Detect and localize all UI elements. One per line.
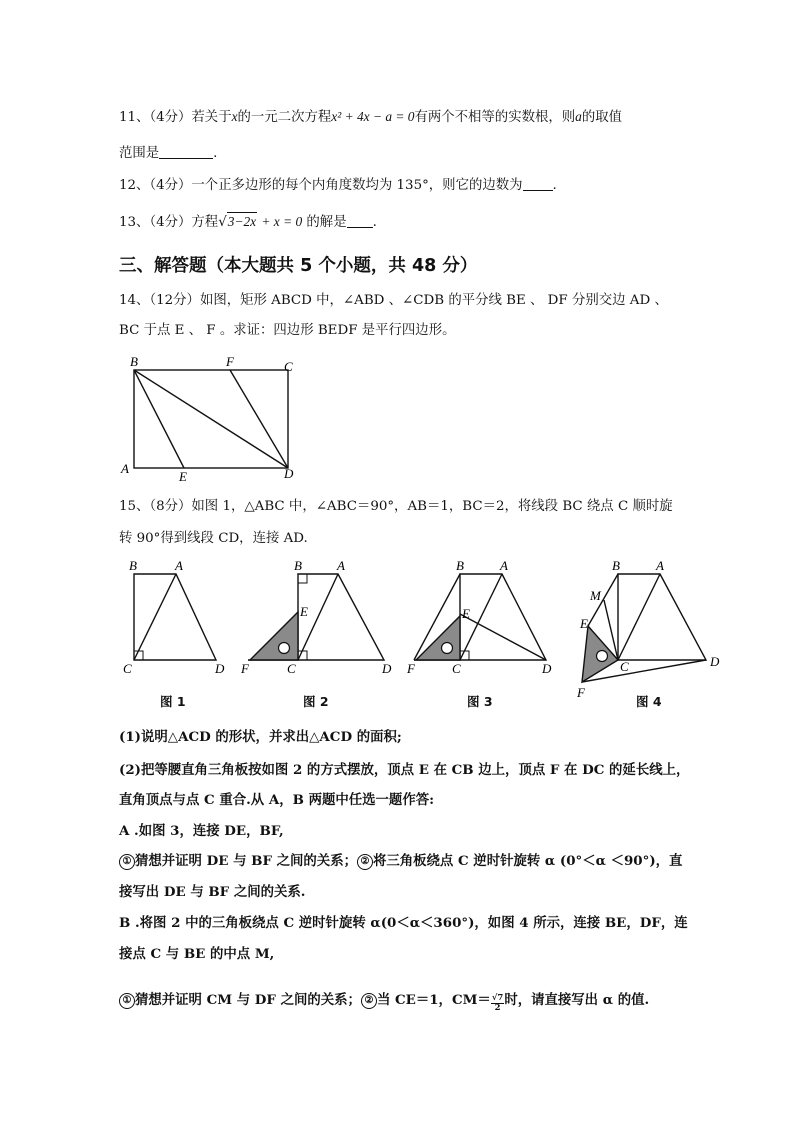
q13-answer-blank[interactable]	[347, 214, 373, 228]
circled-2-icon: ②	[361, 993, 377, 1009]
q15-partB-line3c-text: 时，请直接写出 α 的值.	[504, 992, 650, 1008]
q15-part2-line2: 直角顶点与点 C 重合.从 A，B 两题中任选一题作答:	[119, 792, 435, 808]
f2-label-B: B	[294, 558, 302, 573]
circled-1-icon: ①	[119, 854, 135, 870]
fig1-caption: 图 1	[160, 694, 186, 709]
q15-line2: 转 90°得到线段 CD，连接 AD.	[119, 531, 308, 546]
label-F: F	[226, 354, 234, 369]
f3-label-C: C	[452, 661, 461, 676]
f2-label-C: C	[287, 661, 296, 676]
q15-partB-line3b-text: 当 CE＝1，CM＝	[376, 992, 491, 1008]
label-B: B	[130, 354, 138, 369]
diagonal-bd	[134, 370, 288, 468]
f2-label-A: A	[337, 558, 345, 573]
fig2-caption: 图 2	[303, 694, 329, 709]
q11-var-a: a	[575, 109, 582, 124]
q11-line2-text: 范围是	[119, 146, 160, 161]
f4-label-D: D	[710, 654, 720, 669]
q11-var-x: x	[231, 109, 238, 124]
q15-figure-3	[404, 560, 564, 675]
q15-partA-line2	[119, 852, 682, 870]
f2-label-F: F	[241, 661, 249, 676]
q11-line2	[119, 145, 217, 163]
circled-1-icon: ①	[119, 993, 135, 1009]
q15-figure-1	[118, 560, 233, 675]
q15-part1: (1)说明△ACD 的形状，并求出△ACD 的面积;	[119, 729, 402, 745]
f1-label-A: A	[175, 558, 183, 573]
f3-label-D: D	[542, 661, 552, 676]
q12-line	[119, 177, 557, 195]
label-E: E	[179, 469, 187, 484]
q13-radicand: 3−2x	[227, 214, 257, 229]
f2-label-E: E	[300, 604, 308, 619]
q11-mid1: 的一元二次方程	[237, 110, 332, 125]
q15-partB-line2: 接点 C 与 BE 的中点 M,	[119, 946, 275, 962]
q13-rest: + x = 0	[261, 214, 303, 229]
q14-figure	[118, 356, 308, 486]
q15-partB-line3a-text: 猜想并证明 CM 与 DF 之间的关系；	[135, 992, 361, 1008]
q11-answer-blank[interactable]	[159, 145, 213, 159]
q12-answer-blank[interactable]	[523, 177, 553, 191]
f1-label-C: C	[123, 661, 132, 676]
q11-suffix: 的取值	[581, 110, 623, 125]
f3-label-A: A	[500, 558, 508, 573]
q11-prefix: 11、（4分）若关于	[119, 110, 232, 125]
q15-partA-line3: 接写出 DE 与 BF 之间的关系.	[119, 884, 306, 900]
q15-partA-line1: A .如图 3，连接 DE，BF,	[119, 823, 284, 839]
q13-line: 13、（4分）方程√3−2x + x = 0 的解是 .	[119, 214, 377, 230]
q11-mid2: 有两个不相等的实数根，则	[414, 110, 576, 125]
q15-partB-line3	[119, 991, 649, 1013]
q15-line1: 15、（8分）如图 1，△ABC 中，∠ABC＝90°，AB＝1，BC＝2，将线段 BC 绕点 C 顺时旋	[119, 499, 673, 514]
q12-text: 12、（4分）一个正多边形的每个内角度数均为 135°，则它的边数为	[119, 178, 523, 193]
q11-equation: x² + 4x − a = 0	[331, 109, 415, 124]
q13-prefix: 13、（4分）方程	[119, 215, 219, 230]
f3-label-F: F	[407, 661, 415, 676]
label-A: A	[121, 461, 129, 476]
fig4-caption: 图 4	[636, 694, 662, 709]
q15-figure-2	[238, 560, 398, 675]
q14-line2: BC 于点 E 、 F 。求证：四边形 BEDF 是平行四边形。	[119, 323, 456, 338]
q11-line1	[119, 108, 622, 127]
q13-end: .	[372, 215, 377, 230]
q13-suffix: 的解是	[306, 215, 347, 230]
f4-label-A: A	[656, 558, 664, 573]
f1-label-B: B	[129, 558, 137, 573]
q15-partA-line2-text: 猜想并证明 DE 与 BF 之间的关系；	[135, 853, 357, 869]
circled-2-icon: ②	[357, 854, 373, 870]
label-D: D	[284, 466, 294, 481]
q11-end: .	[213, 146, 218, 161]
f4-label-M: M	[590, 588, 601, 603]
f4-label-B: B	[612, 558, 620, 573]
segment-be	[134, 370, 184, 468]
f3-label-B: B	[456, 558, 464, 573]
q14-line1: 14、（12分）如图，矩形 ABCD 中，∠ABD 、∠CDB 的平分线 BE 、 DF 分别交边 AD 、	[119, 293, 668, 308]
section-3-title: 三、解答题（本大题共 5 个小题，共 48 分）	[119, 256, 478, 276]
q15-partB-line1: B .将图 2 中的三角板绕点 C 逆时针旋转 α(0＜α＜360°)，如图 4 所示，连接 BE，DF，连	[119, 915, 688, 931]
fraction-root7-over-2: $\frac{√7}{2}$	[491, 993, 504, 1013]
q15-partA-line2b-text: 将三角板绕点 C 逆时针旋转 α (0°＜α ＜90°)，直	[372, 853, 683, 869]
segment-df	[230, 370, 288, 468]
f1-label-D: D	[215, 661, 225, 676]
q15-part2-line1: (2)把等腰直角三角板按如图 2 的方式摆放，顶点 E 在 CB 边上，顶点 F 在 DC 的延长线上，	[119, 762, 690, 778]
f3-label-E: E	[462, 606, 470, 621]
label-C: C	[284, 359, 293, 374]
fig3-caption: 图 3	[467, 694, 493, 709]
q15-figure-4	[574, 560, 734, 700]
f4-label-E: E	[580, 616, 588, 631]
q12-end: .	[552, 178, 557, 193]
f2-label-D: D	[382, 661, 392, 676]
f4-label-F: F	[577, 685, 585, 700]
f4-label-C: C	[620, 659, 629, 674]
